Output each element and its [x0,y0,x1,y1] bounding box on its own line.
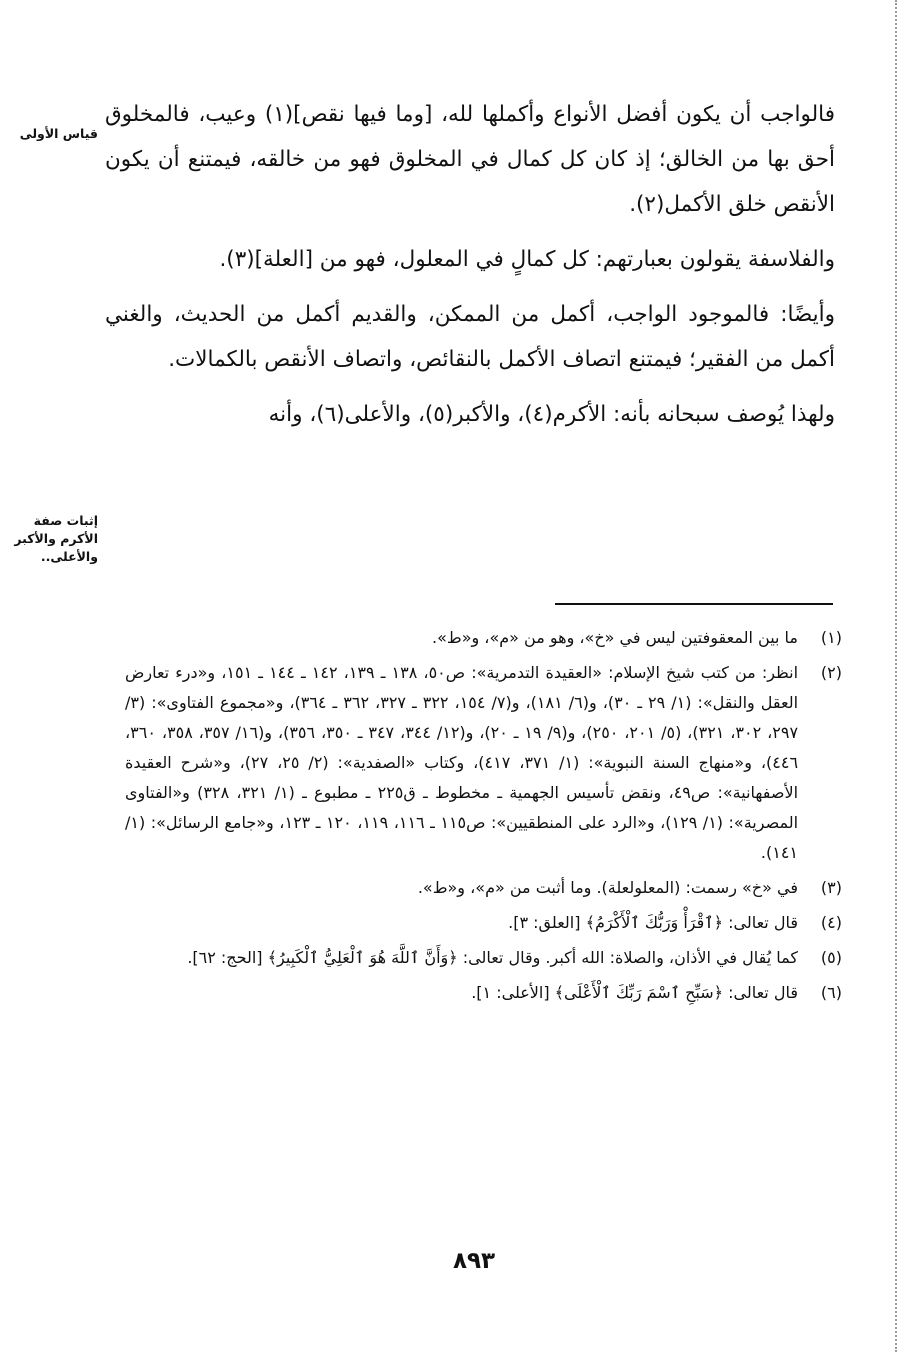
main-text [105,92,835,447]
footnote-text: ما بين المعقوفتين ليس في «خ»، وهو من «م»، و«ط». [432,628,798,647]
footnote-number: (٥) [820,948,842,967]
footnote [125,658,842,868]
footnote-separator [555,603,833,605]
footnote [125,978,842,1008]
page-edge-dotted-line [895,0,897,1352]
footnote-number: (٢) [820,663,842,682]
paragraph: فالواجب أن يكون أفضل الأنواع وأكملها لله، [وما فيها نقص](١) وعيب، فالمخلوق أحق بها من الخالق؛ إذ كان كل كمال في المخلوق فهو من خالقه، فيمتنع أن يكون الأنقص خلق الأكمل(٢). [105,102,835,217]
footnote [125,943,842,973]
paragraph: والفلاسفة يقولون بعبارتهم: كل كمالٍ في المعلول، فهو من [العلة](٣). [219,247,835,272]
footnote-text: انظر: من كتب شيخ الإسلام: «العقيدة التدمرية»: ص٥٠، ١٣٨ ـ ١٣٩، ١٤٢ ـ ١٤٤ ـ ١٥١، و«درء تعارض العقل والنقل»: (١/ ٢٩ ـ ٣٠)، و(٦/ ١٨١)، و(٧/ ١٥٤، ٣٢٢ ـ ٣٢٧، ٣٦٢ ـ ٣٦٤)، و«مجموع الفتاوى»: (٣/ ٢٩٧، ٣٠٢، ٣٢١)، (٥/ ٢٠١، ٢٥٠)، و(٩/ ١٩ ـ ٢٠)، و(١٢/ ٣٤٤، ٣٤٧ ـ ٣٥٠، ٣٥٦)، و(١٦/ ٣٥٧، ٣٥٨، ٣٦٠، ٤٤٦)، و«منهاج السنة النبوية»: (١/ ٣٧١، ٤١٧)، وكتاب «الصفدية»: (٢/ ٢٥، ٢٧)، و«شرح العقيدة الأصفهانية»: ص٤٩، ونقض تأسيس الجهمية ـ مخطوط ـ ق٢٢٥ ـ مطبوع ـ (١/ ٣٢١، ٣٢٨) و«الفتاوى المصرية»: (١/ ١٢٩)، و«الرد على المنطقيين»: ص١١٥ ـ ١١٦، ١١٩، ١٢٠ ـ ١٢٣، و«جامع الرسائل»: (١/ ١٤١). [125,663,799,862]
footnote-number: (٦) [820,983,842,1002]
footnote-number: (٤) [820,913,842,932]
paragraph: ولهذا يُوصف سبحانه بأنه: الأكرم(٤)، والأكبر(٥)، والأعلى(٦)، وأنه [268,402,835,427]
footnote-number: (٣) [820,878,842,897]
page-number: ٨٩٣ [452,1248,496,1274]
footnote-number: (١) [820,628,842,647]
margin-note: قياس الأولى [19,126,98,141]
paragraph: وأيضًا: فالموجود الواجب، أكمل من الممكن، والقديم أكمل من الحديث، والغني أكمل من الفقير؛ فيمتنع اتصاف الأكمل بالنقائص، واتصاف الأنقص بالكمالات. [105,302,835,372]
footnotes [125,623,842,1013]
footnote-text: قال تعالى: ﴿ٱقْرَأْ وَرَبُّكَ ٱلْأَكْرَمُ﴾ [العلق: ٣]. [508,913,798,932]
footnote-text: كما يُقال في الأذان، والصلاة: الله أكبر. وقال تعالى: ﴿وَأَنَّ ٱللَّهَ هُوَ ٱلْعَلِيُّ ٱلْكَبِيرُ﴾ [الحج: ٦٢]. [187,948,798,967]
footnote-text: قال تعالى: ﴿سَبِّحِ ٱسْمَ رَبِّكَ ٱلْأَعْلَى﴾ [الأعلى: ١]. [471,983,798,1002]
footnote [125,623,842,653]
footnote-text: في «خ» رسمت: (المعلولعلة). وما أثبت من «م»، و«ط». [417,878,798,897]
margin-note: إثبات صفة الأكرم والأكبر والأعلى.. [14,513,98,564]
footnote [125,873,842,903]
footnote [125,908,842,938]
